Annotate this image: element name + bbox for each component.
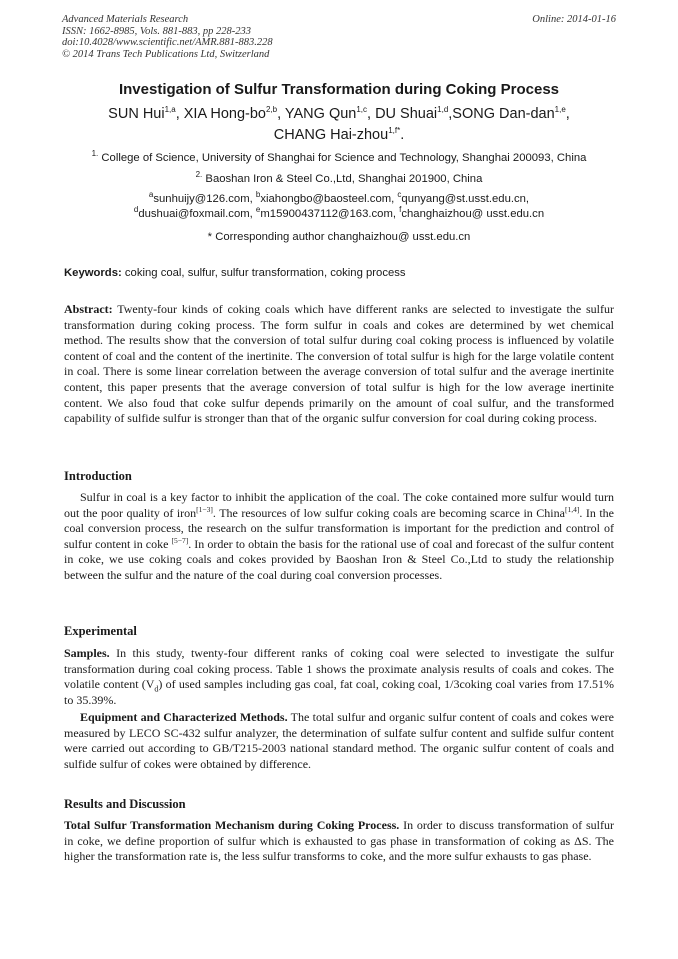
email: xiahongbo@baosteel.com, [260, 193, 398, 205]
body-text: . In the coal conversion process, the research on the sulfur transformation is important for the prediction and control of sulfur content in coke [64, 505, 614, 551]
email: dushuai@foxmail.com, [138, 207, 256, 220]
keywords-text: coking coal, sulfur, sulfur transformation, coking process [121, 267, 406, 279]
abstract-label: Abstract: [64, 302, 113, 316]
samples-paragraph [64, 646, 614, 708]
citation: [1−3] [196, 504, 213, 514]
body-text: . The resources of low sulfur coking coals are becoming scarce in China [212, 505, 565, 520]
body-text: ) of used samples including gas coal, fat coal, coking coal, 1/3coking coal varies from 17.51% to 35.39%. [64, 677, 614, 707]
affiliation-number: 1. [91, 149, 99, 159]
section-heading-results: Results and Discussion [64, 797, 186, 811]
email-list: $^a$sunhuijy@126.com, $^b$xiahongbo@baosteel.com, $^c$qunyang@st.usst.edu.cn, $^d$dushuai@foxmail.com, $^e$m15900437112@163.com, $^f$changhaizhou@ usst.edu.cn [133, 190, 545, 220]
samples-label: Samples. [64, 646, 110, 660]
keywords-label: Keywords: [64, 267, 122, 279]
citation: [1,4] [564, 504, 580, 514]
doi: doi:10.4028/www.scientific.net/AMR.881-883.228 [62, 37, 273, 49]
author-name: SUN Hui [108, 106, 165, 122]
affiliation-number: 2. [195, 170, 203, 180]
body-text: In this study, twenty-four different ranks of coking coal were selected to investigate the sulfur transformation during coal coking process. Table 1 shows the proximate analysis results of coals and cokes. The volatile content (V [64, 646, 614, 692]
section-heading-experimental: Experimental [64, 624, 137, 638]
affiliation-text: Baoshan Iron & Steel Co.,Ltd, Shanghai 201900, China [202, 173, 483, 185]
author-name: ,SONG Dan-dan [448, 106, 555, 122]
body-text: In order to discuss transformation of sulfur in coke, we define proportion of sulfur which is exhausted to gas phase in transformation of coking as ΔS. The higher the transformation rate is, the less sulfur transforms to coke, and the more sulfur exhausts to gas phase. [64, 818, 614, 864]
email: m15900437112@163.com, [260, 207, 400, 220]
author-name: CHANG Hai-zhou [273, 127, 389, 143]
abstract [64, 302, 614, 427]
author-separator: , [565, 106, 570, 122]
introduction-paragraph [64, 490, 614, 584]
body-text: The total sulfur and organic sulfur content of coals and cokes were measured by LECO SC-432 sulfur analyzer, the determination of sulfate sulfur content and sulfide sulfur content were carried out according to GB/T215-2003 national standard method. The organic sulfur content of coals and sulfide sulfur of cokes were obtained by difference. [64, 710, 614, 771]
section-heading-introduction: Introduction [64, 469, 132, 483]
email: qunyang@st.usst.edu.cn, [401, 193, 530, 205]
journal-name: Advanced Materials Research [62, 14, 189, 25]
copyright: © 2014 Trans Tech Publications Ltd, Switzerland [62, 48, 270, 60]
results-label: Total Sulfur Transformation Mechanism during Coking Process. [64, 818, 400, 832]
author-superscript: 1,d [437, 105, 449, 115]
body-text: Sulfur in coal is a key factor to inhibit the application of the coal. The coke contained more sulfur would turn out the poor quality of iron [64, 490, 614, 520]
author-name: , XIA Hong-bo [175, 106, 266, 122]
email: changhaizhou@ usst.edu.cn [401, 207, 545, 220]
online-date: Online: 2014-01-16 [532, 14, 616, 25]
subscript: d [154, 684, 159, 694]
author-terminator: . [400, 127, 405, 143]
affiliation-2 [30, 172, 648, 186]
author-name: , DU Shuai [367, 106, 438, 122]
equipment-label: Equipment and Characterized Methods. [80, 710, 288, 724]
issn: ISSN: 1662-8985, Vols. 881-883, pp 228-233 [62, 25, 251, 37]
citation: [5−7] [171, 535, 189, 545]
paper-title: Investigation of Sulfur Transformation during Coking Process [118, 81, 560, 98]
author-superscript: 2,b [265, 105, 278, 115]
corresponding-author: * Corresponding author changhaizhou@ usst.edu.cn [207, 231, 471, 243]
results-paragraph [64, 818, 614, 865]
journal-header [62, 14, 273, 60]
affiliation-1 [30, 151, 648, 165]
body-text: . In order to obtain the basis for the rational use of coal and forecast of the sulfur content in coke, we use coking coals and cokes provided by Baoshan Iron & Steel Co.,Ltd to study the relationship between the sulfur and the nature of the coal during coal conversion processes. [64, 536, 615, 582]
author-list [50, 104, 628, 146]
email: sunhuijy@126.com, [153, 193, 256, 205]
author-name: , YANG Qun [277, 106, 357, 122]
author-superscript: 1,f* [388, 126, 401, 136]
equipment-paragraph [64, 710, 614, 772]
abstract-text: Twenty-four kinds of coking coals which have different ranks are selected to investigate the sulfur transformation during coking process. The form sulfur in coals and cokes are determined by wet chemical method. The results show that the conversion of total sulfur during coal coking process is influenced by volatile content of coal and the content of the inertinite. The conversion of total sulfur is high for the large volatile content in coal. There is some linear correlation between the average conversion of total sulfur and the average inertinite content, this paper presents that the average conversion of total sulfur is high for the low average inertinite content. We also foud that coke sulfur depends primarily on the amount of coal sulfur, and the transformed capability of sulfide sulfur is stronger than that of the organic sulfur conversion for coal during coking process. [64, 302, 614, 426]
affiliation-text: College of Science, University of Shanghai for Science and Technology, Shanghai 200093, China [98, 152, 587, 164]
author-superscript: 1,a [164, 105, 176, 115]
author-superscript: 1,e [554, 105, 566, 115]
keywords [64, 266, 624, 280]
author-superscript: 1,c [356, 105, 368, 115]
